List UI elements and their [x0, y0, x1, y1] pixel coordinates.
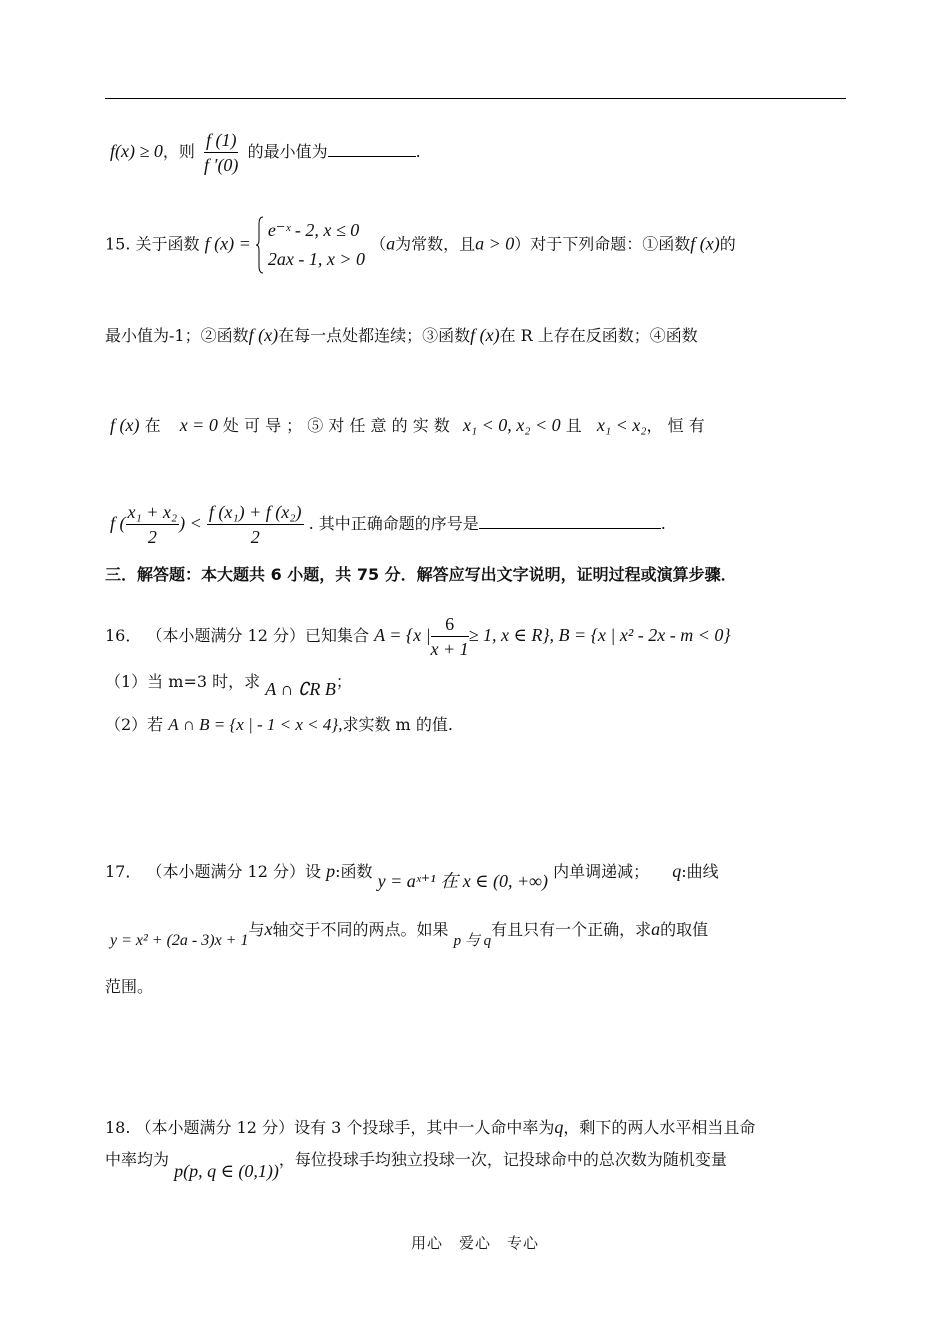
q16-intro: 16． （本小题满分 12 分）已知集合 [105, 626, 369, 645]
fraction-6-over-x-plus-1 [431, 612, 469, 661]
fraction-denominator: 2 [250, 527, 260, 547]
answer-blank-1 [328, 140, 416, 157]
fraction-numerator: f (1) [204, 128, 239, 153]
page-footer: 用心 爱心 专心 [410, 1234, 539, 1252]
q16-part2-text: （2）若 [105, 715, 164, 734]
text-prop2: 在每一点处都连续；③函数 [278, 326, 471, 345]
q18-random-variable: ，每位投球手均独立投球一次，记投球命中的总次数为随机变量 [278, 1150, 727, 1169]
text-range-of: 的取值 [660, 920, 709, 939]
math-fx: f (x) [110, 415, 140, 435]
text-exactly-one: 有且只有一个正确，求 [491, 920, 652, 939]
text-curve: :曲线 [681, 862, 719, 881]
q18-intro: 18. （本小题满分 12 分）设有 3 个投球手，其中一人命中率为 [105, 1118, 555, 1137]
text-zai: 在 [144, 416, 161, 435]
q16-part2-ask: 求实数 m 的值. [342, 715, 453, 734]
fraction-average [207, 500, 304, 549]
math-less-than: ) < [179, 513, 202, 533]
piecewise-function [256, 216, 365, 274]
math-x-eq-0: x = 0 [179, 415, 218, 435]
fraction-numerator: 6 [431, 612, 469, 637]
q15-intro: 15. 关于函数 [105, 234, 200, 254]
line-min-value [110, 128, 421, 177]
text-then: ，则 [162, 142, 195, 161]
math-set-definitions: ≥ 1, x ∈ R}, B = {x | x² - 2x - m < 0} [468, 625, 731, 645]
math-p: p [326, 861, 336, 881]
q15-line-3 [110, 414, 705, 437]
math-a-cap-complement-b: A ∩ ∁R B [265, 679, 336, 699]
q16-line-1 [105, 612, 731, 661]
text-constant: 为常数，且 [395, 234, 476, 254]
text-and: 且 [565, 416, 582, 435]
text-function: :函数 [335, 862, 373, 881]
math-fx-geq0: f(x) ≥ 0 [110, 141, 163, 161]
text-intersect: 轴交于不同的两点。如果 [272, 920, 449, 939]
math-fx-eq: f (x) = [204, 233, 251, 254]
math-a-positive: a > 0 [475, 233, 515, 254]
text-always: ， 恒 有 [646, 416, 705, 435]
q17-intro: 17． （本小题满分 12 分）设 [105, 862, 321, 881]
section-3-heading: 三．解答题：本大题共 6 小题，共 75 分．解答应写出文字说明，证明过程或演算步骤． [105, 565, 737, 584]
q17-line-3: 范围。 [105, 977, 154, 996]
text-prop4-5: 处 可 导 ； ⑤ 对 任 意 的 实 数 [222, 416, 450, 435]
text-de: 的 [719, 234, 736, 254]
text-period: . [415, 142, 421, 161]
text-prop3: 在 R 上存在反函数；④函数 [499, 326, 698, 345]
text-correct-props: . 其中正确命题的序号是 [308, 514, 479, 533]
header-rule [105, 98, 846, 99]
q16-part1-text: （1）当 m=3 时，求 [105, 672, 261, 691]
math-p-and-q: p 与 q [453, 933, 492, 949]
fraction-midpoint [126, 500, 180, 549]
q18-hit-rate: 中率均为 [105, 1150, 170, 1169]
text-paren: （ [370, 234, 387, 254]
left-brace-icon [256, 216, 264, 274]
fraction-denominator: x + 1 [430, 639, 469, 659]
q15-line-4 [110, 500, 666, 549]
fraction-f1-over-fprime0 [204, 128, 239, 177]
fraction-numerator: f (x₁) + f (x₂) [207, 500, 304, 525]
q18-text: ，剩下的两人水平相当且命 [563, 1118, 756, 1137]
math-x1-less-x2: x₁ < x₂ [596, 415, 647, 435]
math-x1-x2-negative: x₁ < 0, x₂ < 0 [462, 415, 561, 435]
text-propositions: ）对于下列命题：①函数 [514, 234, 691, 254]
piece-case-1: e⁻ˣ - 2, x ≤ 0 [267, 220, 360, 240]
fraction-denominator: f ′(0) [204, 155, 239, 175]
math-a-cap-b: A ∩ B = {x | - 1 < x < 4}, [168, 715, 343, 734]
math-fx: f (x) [248, 325, 279, 345]
math-q: q [672, 861, 682, 881]
math-quadratic: y = x² + (2a - 3)x + 1 [110, 932, 249, 949]
math-a: a [386, 233, 396, 254]
q16-part-2 [105, 714, 453, 736]
q15-line-2 [105, 324, 698, 347]
math-p-q-range: p(p, q ∈ (0,1)) [174, 1161, 279, 1181]
q18-line-1 [105, 1116, 755, 1139]
q17-line-2 [110, 918, 709, 949]
math-fx: f (x) [470, 325, 500, 345]
math-a: a [651, 919, 661, 939]
text-min-value: 的最小值为 [247, 142, 328, 161]
answer-blank-2 [479, 512, 661, 529]
fraction-numerator: x₁ + x₂ [126, 500, 180, 525]
q18-line-2 [105, 1148, 727, 1181]
q15-line-1 [105, 216, 736, 274]
text-decreasing: 内单调递减； [553, 862, 650, 881]
math-fx: f (x) [690, 233, 720, 254]
math-f-open: f ( [110, 513, 126, 533]
text-with: 与 [248, 920, 265, 939]
math-exponential-domain: y = aˣ⁺¹ 在 x ∈ (0, +∞) [377, 871, 548, 891]
fraction-denominator: 2 [147, 527, 157, 547]
math-x: x [264, 919, 273, 939]
text-prop1: 最小值为-1；②函数 [105, 326, 249, 345]
text-semicolon: ； [335, 672, 352, 691]
math-set-a-open: A = {x | [374, 625, 431, 645]
piece-case-2: 2ax - 1, x > 0 [267, 249, 365, 269]
q16-part-1 [105, 670, 352, 699]
q17-line-1 [105, 860, 719, 891]
text-period: . [660, 514, 666, 533]
math-q: q [554, 1117, 564, 1137]
